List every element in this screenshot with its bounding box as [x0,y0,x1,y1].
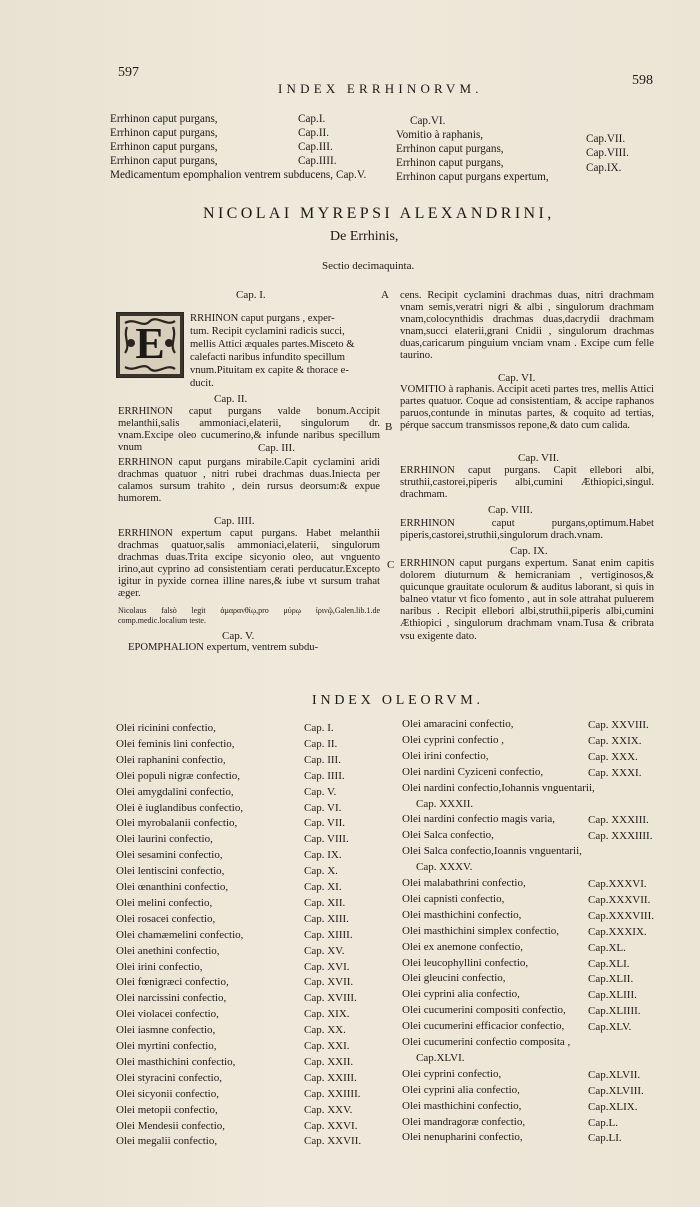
list-item: Cap. XXXII. [416,797,474,810]
list-item: Errhinon caput purgans, [110,113,218,125]
list-item-cap: Cap.XXXVIII. [588,909,654,922]
list-item-cap: Cap.VII. [586,133,626,145]
list-item: Errhinon caput purgans, [110,141,218,153]
list-item: Olei cyprini confectio , [402,733,505,746]
margin-letter-b: B [385,421,393,433]
list-item: Olei sicyonii confectio, [116,1087,219,1100]
list-item-cap: Cap. XXXI. [588,766,642,779]
list-item-cap: Cap.LI. [588,1132,622,1145]
list-item-cap: Cap. XIIII. [304,928,353,941]
index-title: INDEX ERRHINORVM. [278,81,483,96]
list-item: Olei anethini confectio, [116,944,220,957]
list-item: Olei amygdalini confectio, [116,785,234,798]
list-item: Olei malabathrini confectio, [402,877,526,889]
list-item: Olei ex anemone confectio, [402,940,523,953]
chapter-heading: Cap. V. [222,630,255,642]
list-item-cap: Cap. XXV. [304,1103,353,1116]
list-item-cap: Cap. VII. [304,817,346,830]
list-item: Olei narcissini confectio, [116,992,227,1005]
section-subject: De Errhinis, [330,229,399,244]
list-item-cap: Cap. VI. [304,801,342,814]
list-item-cap: Cap. XX. [304,1024,346,1037]
list-item: Olei myrobalanii confectio, [116,817,238,830]
list-item: Olei cucumerini efficacior confectio, [402,1020,565,1033]
chapter-heading: Cap. III. [258,442,295,454]
list-item-cap: Cap.XLIII. [588,989,637,1002]
list-item-cap: Cap.XXXVI. [588,878,647,890]
list-item: Errhinon caput purgans expertum, [396,171,549,183]
list-item-cap: Cap.L. [588,1116,618,1129]
chapter1-line: mellis Attici æquales partes.Misceto & [190,339,355,350]
chapter-text: ERRHINON caput purgans. Capit ellebori albi, struthii,castorei,piperis albi,cumini Æthiopici,singul. drachmam. [400,465,654,501]
decorated-initial [116,312,184,378]
list-item-cap: Cap. XVI. [304,960,350,973]
list-item: Olei nardini confectio,Iohannis vnguentarii, [402,781,595,794]
chapter-text: ERRHINON expertum caput purgans. Habet melanthii drachmas quatuor,salis ammoniaci,elaterii, singulorum drachmas duas.Trita excipe sicyonio oleo, aut vnguento irino,aut cyprino ad consistentiam cerati perducatur.Excepto igitur in pyxide cornea illine nares,& iube vt sursum trahat æger. [118,528,380,600]
list-item-cap: Cap. XXIX. [588,734,642,747]
chapter-heading: Cap. I. [236,289,266,301]
list-item-cap: Cap.XXXIX. [588,925,647,938]
list-item-cap: Cap. IIII. [304,769,345,782]
chapter-heading: Cap. IIII. [214,515,255,527]
chapter-text: cens. Recipit cyclamini drachmas duas, nitri drachmam vnam semis,veratri nigri & albi , singulorum drachmam vnam,colocynthidis drachmas duas,dacrydii drachmam vnam,succi elaterii,grani Cnidii , singulorum drachmas duas,caricarum pinguium vnciam vnam . Excipe cum felle taurino. [400,290,654,362]
chapter1-line: vnum.Pituitam ex capite & thorace e- [190,365,349,376]
list-item: Olei Salca confectio,Ioannis vnguentarii, [402,845,582,858]
list-item: Olei styracini confectio, [116,1071,222,1084]
list-item: Olei ricinini confectio, [116,722,216,734]
chapter-text: EPOMPHALION expertum, ventrem subdu- [128,642,319,653]
list-item-cap: Cap. XV. [304,944,345,957]
list-item: Vomitio à raphanis, [396,129,484,141]
list-item-cap: Cap. XI. [304,881,342,893]
list-item: Olei masthichini confectio, [402,1099,522,1112]
list-item-cap: Cap. XXI. [304,1040,350,1052]
list-item: Olei populi nigræ confectio, [116,769,241,782]
list-item: Olei feminis lini confectio, [116,737,235,750]
list-item-cap: Cap.XL. [588,941,626,954]
list-item: Olei cucumerini confectio composita , [402,1036,571,1048]
list-item-cap: Cap.IIII. [298,155,337,167]
list-item: Olei amaracini confectio, [402,718,514,730]
list-item-cap: Cap.XXXVII. [588,893,651,906]
list-item: Olei iasmne confectio, [116,1024,216,1037]
chapter1-line: tum. Recipit cyclamini radicis succi, [190,326,345,337]
list-item-cap: Cap. XVIII. [304,992,357,1005]
list-item-cap: Cap. XXVIII. [588,719,649,731]
list-item: Olei leucophyllini confectio, [402,956,529,969]
list-item: Olei laurini confectio, [116,833,213,846]
list-item: Olei violacei confectio, [116,1008,219,1021]
list-item-cap: Cap. III. [304,753,341,766]
list-item: Olei nenupharini confectio, [402,1131,523,1144]
list-item: Olei melini confectio, [116,896,213,909]
list-item-cap: Cap. XXX. [588,750,638,763]
list-item-cap: Cap. VIII. [304,833,349,846]
chapter-text: ERRHINON caput purgans expertum. Sanat enim capitis dolorem diuturnum & hemicraniam , vertiginosos,& quicunque grauitate oculorum & auditus laborant, si quis in balneo vtatur vt fico fomento , aut in sole attrahat puluerem naribus . Recipit ellebori albi,struthii,piperis albi,cumini Æthiopici , singulorum drachmam vnam.Tusa & cribrata vsu exigente dato. [400,558,654,642]
list-item-cap: Cap.XLVIII. [588,1084,644,1097]
list-item: Errhinon caput purgans, [396,157,504,169]
chapter1-line: calefacti naribus infundito specillum [190,352,346,363]
list-item: Olei megalii confectio, [116,1135,218,1148]
list-item-cap: Cap.V. [336,169,367,181]
chapter-heading: Cap. VIII. [488,504,533,516]
list-item: Olei cucumerini compositi confectio, [402,1004,566,1017]
list-item-cap: Cap. XIII. [304,912,349,925]
list-item: Olei sesamini confectio, [116,849,223,862]
list-item-cap: Cap. II. [304,737,338,750]
list-item: Olei chamæmelini confectio, [116,928,244,941]
list-item: Olei mandragoræ confectio, [402,1115,526,1128]
chapter-heading: Cap. IX. [510,545,548,557]
list-item-cap: Cap.IX. [586,162,622,174]
list-item: Cap.XLVI. [416,1051,465,1064]
list-item: Cap. XXXV. [416,861,473,874]
chapter-text: ERRHINON caput purgans valde bonum.Accipit melanthii,salis ammoniaci,elaterii, singulorum dr. vnam.Excipe oleo cucumerino,& infunde naribus specillum vnum [118,406,380,454]
page-number-right: 598 [632,73,653,88]
list-item: Olei cyprini alia confectio, [402,1083,520,1096]
chapter-text: ERRHINON caput purgans mirabile.Capit cyclamini aridi drachmas quatuor , nitri rubei drachmas duas.Iniecta per calamos sursum trahito , dein rursus deorsum:& expue humorem. [118,457,380,505]
oleorum-title: INDEX OLEORVM. [312,693,484,708]
list-item: Olei fœnigræci confectio, [116,976,229,989]
list-item-cap: Cap. X. [304,865,338,878]
list-item: Olei metopii confectio, [116,1103,218,1116]
list-item-cap: Cap.XLIIII. [588,1005,641,1018]
chapter-heading: Cap. VII. [518,452,560,464]
list-item: Olei lentiscini confectio, [116,865,225,878]
marginal-note: Nicolaus falsò legit ἀμαρανθίῳ,pro μύρῳ ἰρινῷ,Galen.lib.1.de comp.medic.localium teste. [118,606,380,625]
chapter-heading: Cap. VI. [498,372,536,384]
list-item: Olei myrtini confectio, [116,1040,217,1052]
list-item: Olei cyprini confectio, [402,1067,502,1080]
list-item-cap: Cap. XXXIIII. [588,830,653,843]
list-item: Olei Salca confectio, [402,829,494,842]
list-item-cap: Cap.III. [298,141,333,153]
list-item-cap: Cap. XXIII. [304,1071,357,1084]
list-item: Olei capnisti confectio, [402,892,505,905]
list-item: Medicamentum epomphalion ventrem subducens, [110,169,334,181]
list-item-cap: Cap. XXIIII. [304,1087,361,1100]
initial-letter: E [135,319,165,368]
list-item: Olei cyprini alia confectio, [402,988,520,1001]
list-item-cap: Cap. XXVI. [304,1119,358,1132]
list-item: Olei nardini Cyziceni confectio, [402,765,544,778]
list-item-cap: Cap. XXVII. [304,1135,362,1148]
list-item: Olei masthichini confectio, [116,1055,236,1068]
list-item-cap: Cap. XIX. [304,1008,350,1021]
list-item: Olei irini confectio, [116,960,203,973]
list-item-cap: Cap.XLIX. [588,1100,638,1113]
section-author: NICOLAI MYREPSI ALEXANDRINI, [203,205,555,222]
list-item: Olei irini confectio, [402,749,489,762]
list-item-cap: Cap.VIII. [586,147,629,159]
list-item-cap: Cap.XLVII. [588,1068,641,1081]
list-item-cap: Cap.XLI. [588,957,630,970]
list-item-cap: Cap. XVII. [304,976,354,989]
list-item: Errhinon caput purgans, [396,143,504,155]
list-item: Olei gleucini confectio, [402,972,506,985]
list-item-cap: Cap. XII. [304,896,346,909]
list-item: Errhinon caput purgans, [110,155,218,167]
list-item: Olei masthichini simplex confectio, [402,924,560,937]
page-number-left: 597 [118,65,139,80]
list-item-cap: Cap.I. [298,113,326,125]
list-item-cap: Cap.XLV. [588,1021,632,1034]
section-number: Sectio decimaquinta. [322,260,415,272]
list-item: Olei rosacei confectio, [116,912,216,925]
list-item: Olei Mendesii confectio, [116,1119,226,1132]
list-item: Olei œnanthini confectio, [116,881,229,893]
chapter-heading: Cap. II. [214,393,248,405]
chapter-text: VOMITIO à raphanis. Accipit aceti partes tres, mellis Attici partes quatuor. Coque ad consistentiam, & accipe raphanos paruos,contunde in minutas partes, & coquito ad tertias, pérque saccum transmissos repone,& dato cum calida. [400,384,654,432]
list-item-cap: Cap. I. [304,722,334,734]
chapter1-line: ducit. [190,378,214,389]
list-item: Olei masthichini confectio, [402,908,522,921]
list-item-cap: Cap. XXXIII. [588,814,649,827]
chapter-text: ERRHINON caput purgans,optimum.Habet piperis,castorei,struthii,singulorum drach.vnam. [400,518,654,542]
list-item-cap: Cap.VI. [410,115,446,127]
margin-letter-a: A [381,289,389,301]
list-item-cap: Cap. V. [304,785,337,798]
list-item: Olei è iuglandibus confectio, [116,801,244,814]
list-item-cap: Cap. XXII. [304,1055,354,1068]
margin-letter-c: C [387,559,395,571]
list-item-cap: Cap.XLII. [588,973,634,986]
list-item-cap: Cap.II. [298,127,330,139]
chapter1-line: RRHINON caput purgans , exper- [190,313,335,324]
list-item: Olei raphanini confectio, [116,753,226,766]
list-item: Errhinon caput purgans, [110,127,218,139]
list-item: Olei nardini confectio magis varia, [402,813,556,826]
list-item-cap: Cap. IX. [304,849,342,862]
